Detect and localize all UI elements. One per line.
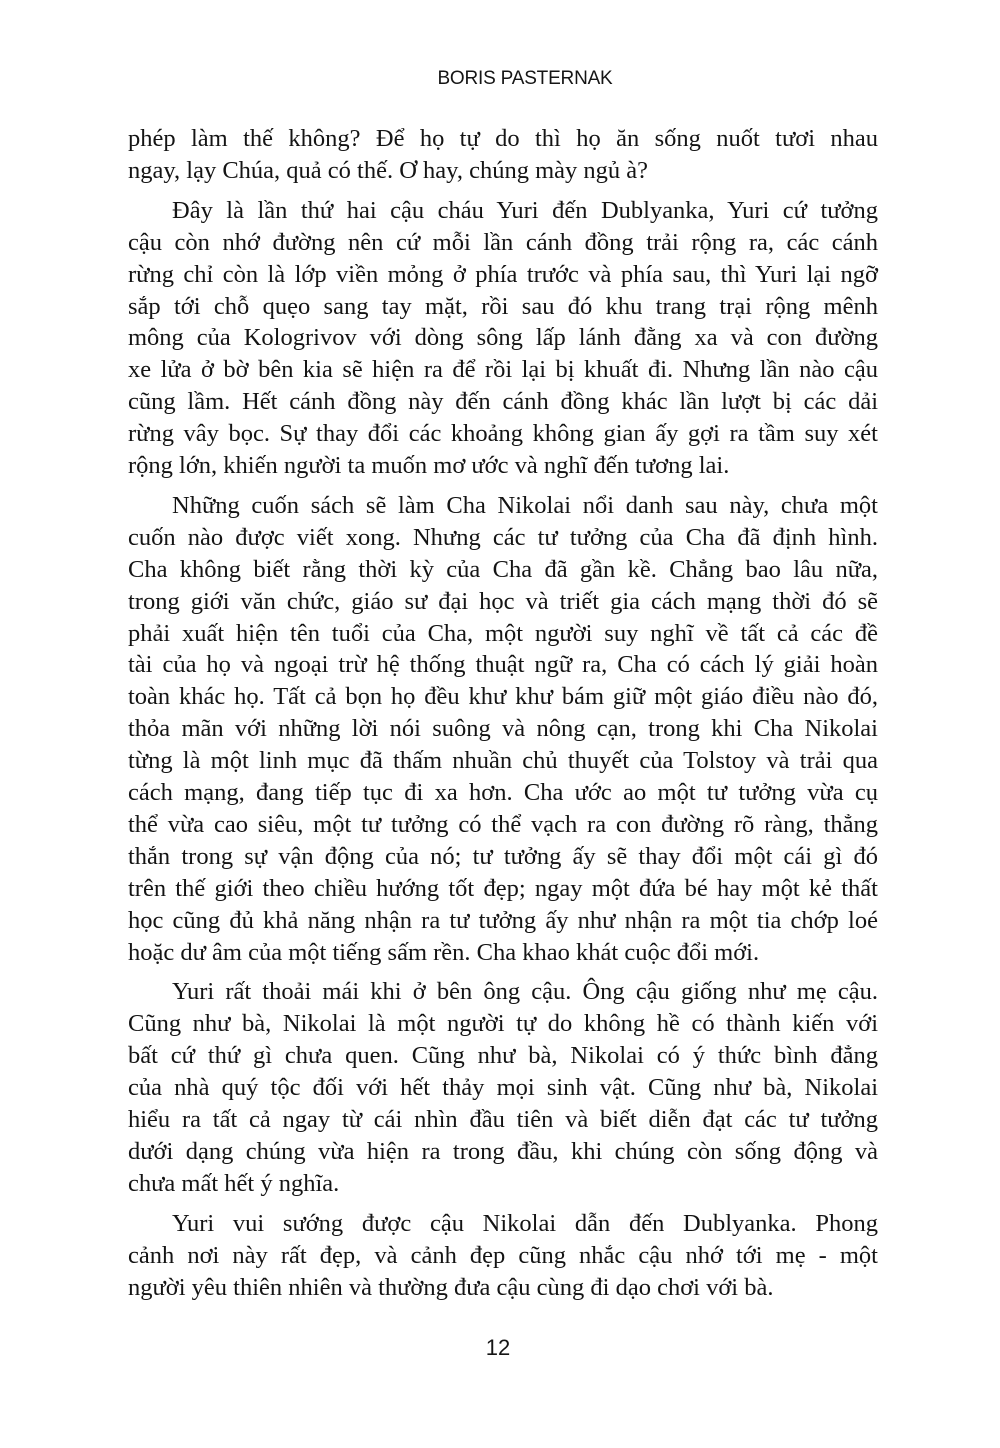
text-line: rộng lớn, khiến người ta muốn mơ ước và nghĩ đến tương lai.	[128, 452, 730, 479]
text-line: thể vừa cao siêu, một tư tưởng có thể vạch ra con đường rõ ràng, thẳng	[128, 810, 878, 838]
text-line: cảnh nơi này rất đẹp, và cảnh đẹp cũng nhắc cậu nhớ tới mẹ - một	[128, 1241, 878, 1269]
text-line: học cũng đủ khả năng nhận ra tư tưởng ấy như nhận ra một tia chớp loé	[128, 906, 878, 934]
text-line: Yuri vui sướng được cậu Nikolai dẫn đến Dublyanka. Phong	[172, 1209, 878, 1237]
text-line: trên thế giới theo chiều hướng tốt đẹp; ngay một đứa bé hay một kẻ thất	[128, 874, 878, 902]
text-line: dưới dạng chúng vừa hiện ra trong đầu, khi chúng còn sống động và	[128, 1137, 878, 1165]
running-header: BORIS PASTERNAK	[437, 68, 613, 89]
text-line: chưa mất hết ý nghĩa.	[128, 1169, 340, 1197]
text-line: phép làm thế không? Để họ tự do thì họ ăn sống nuốt tươi nhau	[128, 125, 878, 152]
text-line: thỏa mãn với những lời nói suông và nông cạn, trong khi Cha Nikolai	[128, 715, 878, 743]
text-line: của nhà quý tộc đối với hết thảy mọi sinh vật. Cũng như bà, Nikolai	[128, 1074, 878, 1102]
text-line: cuốn nào được viết xong. Nhưng các tư tưởng của Cha đã định hình.	[128, 523, 878, 551]
text-line: sắp tới chỗ quẹo sang tay mặt, rồi sau đó khu trang trại rộng mênh	[128, 292, 878, 320]
text-line: Yuri rất thoải mái khi ở bên ông cậu. Ông cậu giống như mẹ cậu.	[172, 978, 878, 1006]
text-line: người yêu thiên nhiên và thường đưa cậu cùng đi dạo chơi với bà.	[128, 1273, 774, 1301]
text-line: tài của họ và ngoại trừ hệ thống thuật ngữ ra, Cha có cách lý giải hoàn	[128, 651, 878, 679]
text-line: cách mạng, đang tiếp tục đi xa hơn. Cha ước ao một tư tưởng vừa cụ	[128, 779, 878, 806]
text-line: hiểu ra tất cả ngay từ cái nhìn đầu tiên và biết diễn đạt các tư tưởng	[128, 1106, 878, 1133]
text-line: xe lửa ở bờ bên kia sẽ hiện ra để rồi lại bị khuất đi. Nhưng lần nào cậu	[128, 356, 878, 384]
text-line: thắn trong sự vận động của nó; tư tưởng ấy sẽ thay đổi một cái gì đó	[128, 842, 878, 870]
text-line: bất cứ thứ gì chưa quen. Cũng như bà, Nikolai có ý thức bình đẳng	[128, 1042, 878, 1070]
text-line: Cũng như bà, Nikolai là một người tự do không hề có thành kiến với	[128, 1010, 878, 1038]
text-line: Những cuốn sách sẽ làm Cha Nikolai nổi danh sau này, chưa một	[172, 491, 878, 519]
text-line: phải xuất hiện tên tuổi của Cha, một người suy nghĩ về tất cả các đề	[128, 619, 878, 647]
text-line: mông của Kologrivov với dòng sông lấp lánh đằng xa và con đường	[128, 324, 878, 352]
text-line: cũng lầm. Hết cánh đồng này đến cánh đồng khác lần lượt bị các dải	[128, 388, 878, 416]
page-number: 12	[485, 1335, 511, 1360]
text-line: từng là một linh mục đã thấm nhuần chủ thuyết của Tolstoy và trải qua	[128, 747, 878, 775]
text-line: Cha không biết rằng thời kỳ của Cha đã gần kề. Chẳng bao lâu nữa,	[128, 555, 878, 583]
text-line: trong giới văn chức, giáo sư đại học và triết gia cách mạng thời đó sẽ	[128, 587, 878, 615]
text-line: hoặc dư âm của một tiếng sấm rền. Cha khao khát cuộc đổi mới.	[128, 938, 760, 966]
text-line: ngay, lạy Chúa, quả có thế. Ơ hay, chúng mày ngủ à?	[128, 156, 649, 184]
text-line: rừng vây bọc. Sự thay đổi các khoảng không gian ấy gợi ra tầm suy xét	[128, 420, 878, 448]
text-line: Đây là lần thứ hai cậu cháu Yuri đến Dublyanka, Yuri cứ tưởng	[172, 196, 878, 224]
text-line: rừng chỉ còn là lớp viền mỏng ở phía trước và phía sau, thì Yuri lại ngỡ	[128, 260, 878, 288]
text-line: cậu còn nhớ đường nên cứ mỗi lần cánh đồng trải rộng ra, các cánh	[128, 228, 878, 256]
text-line: toàn khác họ. Tất cả bọn họ đều khư khư bám giữ một giáo điều nào đó,	[128, 683, 878, 711]
